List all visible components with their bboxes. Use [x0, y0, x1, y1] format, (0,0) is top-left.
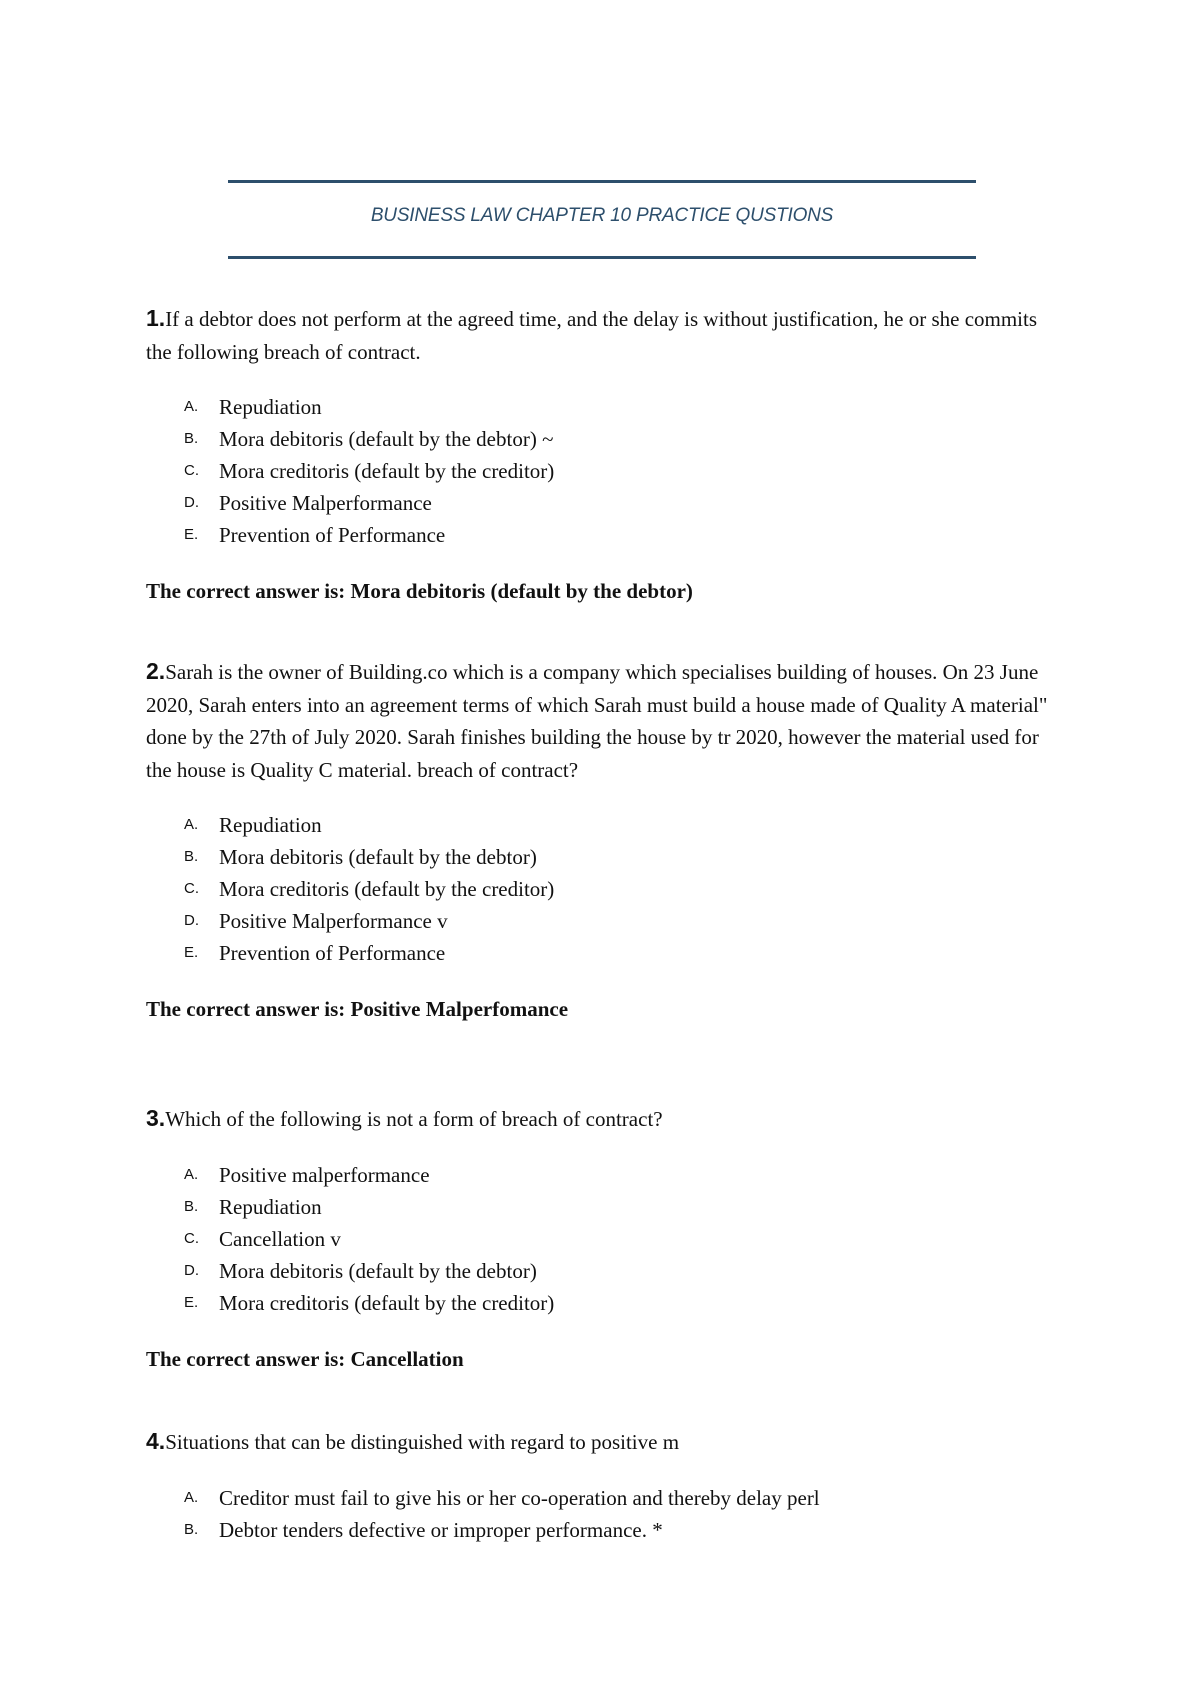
option-letter: B. — [184, 430, 199, 447]
question-number: 3. — [146, 1105, 166, 1131]
option-list — [146, 809, 1066, 969]
option-text: Mora debitoris (default by the debtor) — [219, 1258, 537, 1283]
question-body: Sarah is the owner of Building.co which is a company which specialises building of houses. On 23 June 2020, Sarah enters into an agreement terms of which Sarah must build a house made of Quality A material" done by the 27th of July 2020. Sarah finishes building the house by tr 2020, however the material used for the house is Quality C material. breach of contract? — [146, 660, 1048, 782]
option-list — [146, 1159, 1066, 1319]
question-body: Situations that can be distinguished with regard to positive m — [165, 1430, 680, 1454]
option-a — [146, 1159, 1066, 1191]
option-letter: A. — [184, 1165, 199, 1183]
option-text: Creditor must fail to give his or her co-operation and thereby delay perl — [219, 1485, 820, 1510]
option-text: Repudiation — [219, 813, 322, 837]
question-number: 4. — [146, 1428, 166, 1454]
option-text: Positive malperformance — [219, 1162, 430, 1187]
option-e — [146, 937, 1066, 969]
header-bottom-rule — [228, 256, 976, 259]
option-b — [146, 1514, 1066, 1546]
option-d — [146, 905, 1066, 937]
option-b — [146, 1191, 1066, 1223]
option-c — [146, 455, 1066, 487]
question-4-text — [146, 1425, 1066, 1459]
option-text: Positive Malperformance — [219, 491, 432, 515]
question-number: 1. — [146, 305, 166, 331]
option-letter: E. — [184, 944, 199, 961]
option-text: Mora debitoris (default by the debtor) — [219, 845, 537, 869]
option-text: Cancellation v — [219, 1226, 341, 1251]
option-c — [146, 1223, 1066, 1255]
option-a — [146, 391, 1066, 423]
option-text: Mora creditoris (default by the creditor) — [219, 877, 555, 901]
question-2 — [146, 655, 1066, 1025]
option-text: Mora creditoris (default by the creditor) — [219, 459, 555, 483]
option-text: Mora debitoris (default by the debtor) ~ — [219, 427, 554, 451]
option-letter: B. — [184, 848, 199, 865]
option-letter: E. — [184, 1293, 199, 1311]
option-letter: B. — [184, 1197, 199, 1215]
option-list — [146, 391, 1066, 551]
option-b — [146, 423, 1066, 455]
header-top-rule — [228, 180, 976, 183]
option-letter: A. — [184, 398, 199, 415]
question-number: 2. — [146, 658, 166, 684]
option-letter: D. — [184, 912, 199, 929]
option-text: Prevention of Performance — [219, 941, 446, 965]
option-letter: E. — [184, 526, 199, 543]
option-a — [146, 1482, 1066, 1514]
option-text: Mora creditoris (default by the creditor) — [219, 1290, 555, 1315]
question-4 — [146, 1425, 1066, 1546]
option-letter: C. — [184, 1229, 199, 1247]
option-e — [146, 1287, 1066, 1319]
option-letter: C. — [184, 880, 199, 897]
option-d — [146, 487, 1066, 519]
question-2-text — [146, 655, 1066, 786]
option-text: Positive Malperformance v — [219, 909, 448, 933]
option-text: Repudiation — [219, 395, 322, 419]
document-title: BUSINESS LAW CHAPTER 10 PRACTICE QUSTIONS — [370, 205, 834, 226]
question-body: If a debtor does not perform at the agreed time, and the delay is without justification, he or she commits the following breach of contract. — [146, 307, 1038, 364]
option-c — [146, 873, 1066, 905]
correct-answer: The correct answer is: Cancellation — [146, 1346, 464, 1371]
option-e — [146, 519, 1066, 551]
question-1 — [146, 302, 1066, 607]
option-list — [146, 1482, 1066, 1546]
option-text: Prevention of Performance — [219, 523, 446, 547]
option-letter: C. — [184, 462, 199, 479]
option-b — [146, 841, 1066, 873]
correct-answer: The correct answer is: Mora debitoris (default by the debtor) — [146, 579, 693, 603]
option-letter: D. — [184, 1261, 199, 1279]
correct-answer: The correct answer is: Positive Malperfomance — [146, 997, 569, 1021]
option-text: Debtor tenders defective or improper performance. * — [219, 1517, 663, 1542]
option-letter: A. — [184, 816, 199, 833]
question-3 — [146, 1102, 1066, 1375]
option-text: Repudiation — [219, 1194, 322, 1219]
option-letter: B. — [184, 1520, 199, 1538]
question-3-text — [146, 1102, 1066, 1136]
option-a — [146, 809, 1066, 841]
option-letter: D. — [184, 494, 199, 511]
option-letter: A. — [184, 1488, 199, 1506]
question-1-text — [146, 302, 1066, 368]
question-body: Which of the following is not a form of breach of contract? — [165, 1107, 663, 1131]
option-d — [146, 1255, 1066, 1287]
